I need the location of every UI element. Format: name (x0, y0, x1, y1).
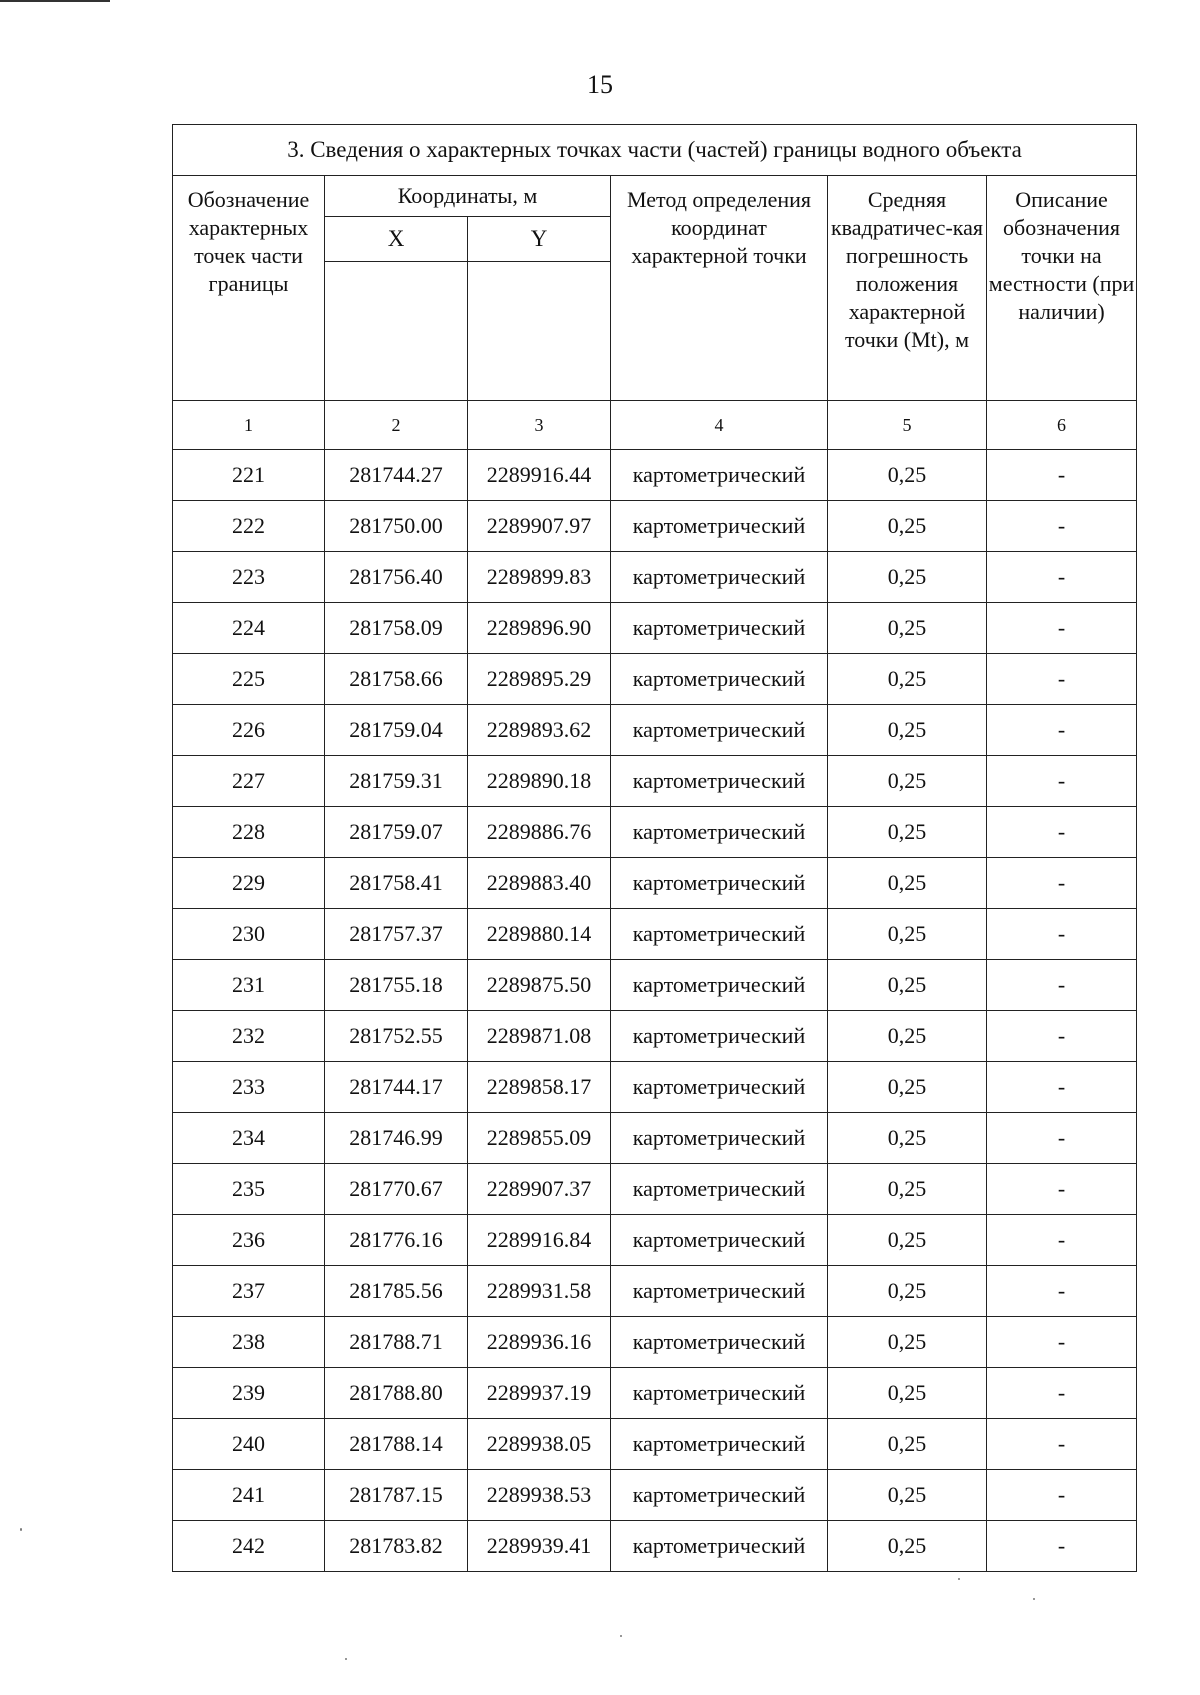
cell-x: 281759.31 (325, 756, 468, 807)
cell-y: 2289880.14 (468, 909, 611, 960)
table-row (173, 1062, 1137, 1113)
cell-description: - (987, 1062, 1137, 1113)
cell-point: 231 (173, 960, 325, 1011)
cell-point: 226 (173, 705, 325, 756)
table-row (173, 858, 1137, 909)
table-row (173, 1521, 1137, 1572)
cell-accuracy: 0,25 (828, 1215, 987, 1266)
table-row (173, 1266, 1137, 1317)
scan-speck (345, 1658, 347, 1660)
cell-description: - (987, 1317, 1137, 1368)
cell-y: 2289883.40 (468, 858, 611, 909)
cell-x: 281787.15 (325, 1470, 468, 1521)
table-row (173, 552, 1137, 603)
column-number: 4 (611, 401, 828, 450)
cell-x: 281783.82 (325, 1521, 468, 1572)
cell-point: 239 (173, 1368, 325, 1419)
cell-y: 2289938.53 (468, 1470, 611, 1521)
cell-accuracy: 0,25 (828, 654, 987, 705)
table-row (173, 1419, 1137, 1470)
cell-method: картометрический (611, 960, 828, 1011)
cell-method: картометрический (611, 807, 828, 858)
column-number: 2 (325, 401, 468, 450)
table-row (173, 807, 1137, 858)
cell-point: 242 (173, 1521, 325, 1572)
cell-description: - (987, 1113, 1137, 1164)
cell-y: 2289871.08 (468, 1011, 611, 1062)
cell-description: - (987, 960, 1137, 1011)
cell-x: 281758.66 (325, 654, 468, 705)
cell-x: 281776.16 (325, 1215, 468, 1266)
cell-description: - (987, 1521, 1137, 1572)
cell-accuracy: 0,25 (828, 450, 987, 501)
cell-y: 2289916.84 (468, 1215, 611, 1266)
cell-point: 240 (173, 1419, 325, 1470)
header-coordinates: Координаты, м (325, 176, 611, 217)
scan-speck (1033, 1598, 1035, 1600)
cell-x: 281758.41 (325, 858, 468, 909)
cell-point: 234 (173, 1113, 325, 1164)
table-row (173, 1317, 1137, 1368)
table-row (173, 603, 1137, 654)
cell-method: картометрический (611, 1062, 828, 1113)
cell-point: 241 (173, 1470, 325, 1521)
cell-method: картометрический (611, 552, 828, 603)
table-row (173, 1470, 1137, 1521)
table-row (173, 654, 1137, 705)
cell-accuracy: 0,25 (828, 1266, 987, 1317)
cell-description: - (987, 450, 1137, 501)
cell-y: 2289907.97 (468, 501, 611, 552)
header-x-spacer (325, 262, 468, 401)
column-number: 3 (468, 401, 611, 450)
table-row (173, 756, 1137, 807)
cell-accuracy: 0,25 (828, 1011, 987, 1062)
cell-description: - (987, 501, 1137, 552)
table-row (173, 1164, 1137, 1215)
cell-method: картометрический (611, 501, 828, 552)
cell-accuracy: 0,25 (828, 909, 987, 960)
cell-y: 2289938.05 (468, 1419, 611, 1470)
header-y: Y (468, 217, 611, 262)
cell-method: картометрический (611, 1470, 828, 1521)
cell-x: 281752.55 (325, 1011, 468, 1062)
table-row (173, 501, 1137, 552)
header-designation: Обозначение характерных точек части границы (173, 176, 325, 401)
cell-accuracy: 0,25 (828, 603, 987, 654)
header-method: Метод определения координат характерной точки (611, 176, 828, 401)
cell-accuracy: 0,25 (828, 960, 987, 1011)
cell-method: картометрический (611, 1266, 828, 1317)
cell-x: 281785.56 (325, 1266, 468, 1317)
column-numbers-row (173, 401, 1137, 450)
cell-description: - (987, 807, 1137, 858)
cell-description: - (987, 1266, 1137, 1317)
cell-x: 281758.09 (325, 603, 468, 654)
cell-x: 281788.71 (325, 1317, 468, 1368)
cell-point: 224 (173, 603, 325, 654)
table-header (173, 125, 1137, 450)
cell-point: 238 (173, 1317, 325, 1368)
cell-x: 281759.07 (325, 807, 468, 858)
cell-method: картометрический (611, 1419, 828, 1470)
cell-y: 2289875.50 (468, 960, 611, 1011)
cell-y: 2289890.18 (468, 756, 611, 807)
cell-point: 233 (173, 1062, 325, 1113)
cell-x: 281788.80 (325, 1368, 468, 1419)
cell-description: - (987, 1368, 1137, 1419)
table-row (173, 1368, 1137, 1419)
cell-y: 2289886.76 (468, 807, 611, 858)
table-body (173, 450, 1137, 1572)
section-title: 3. Сведения о характерных точках части (частей) границы водного объекта (173, 125, 1137, 176)
cell-y: 2289937.19 (468, 1368, 611, 1419)
scan-speck (958, 1578, 960, 1580)
header-description: Описание обозначения точки на местности (при наличии) (987, 176, 1137, 401)
cell-x: 281755.18 (325, 960, 468, 1011)
cell-method: картометрический (611, 1317, 828, 1368)
table-row (173, 1011, 1137, 1062)
cell-accuracy: 0,25 (828, 1317, 987, 1368)
cell-point: 236 (173, 1215, 325, 1266)
column-number: 5 (828, 401, 987, 450)
cell-y: 2289916.44 (468, 450, 611, 501)
cell-y: 2289855.09 (468, 1113, 611, 1164)
column-number: 6 (987, 401, 1137, 450)
cell-method: картометрический (611, 654, 828, 705)
scan-edge-mark (0, 0, 110, 2)
cell-point: 221 (173, 450, 325, 501)
cell-description: - (987, 1164, 1137, 1215)
cell-x: 281756.40 (325, 552, 468, 603)
cell-accuracy: 0,25 (828, 807, 987, 858)
cell-y: 2289899.83 (468, 552, 611, 603)
cell-x: 281757.37 (325, 909, 468, 960)
cell-point: 225 (173, 654, 325, 705)
cell-description: - (987, 1011, 1137, 1062)
cell-y: 2289896.90 (468, 603, 611, 654)
cell-accuracy: 0,25 (828, 1521, 987, 1572)
table-row (173, 960, 1137, 1011)
cell-point: 227 (173, 756, 325, 807)
cell-accuracy: 0,25 (828, 1062, 987, 1113)
cell-description: - (987, 1215, 1137, 1266)
page-number: 15 (587, 70, 613, 99)
cell-method: картометрический (611, 1368, 828, 1419)
cell-y: 2289936.16 (468, 1317, 611, 1368)
cell-x: 281770.67 (325, 1164, 468, 1215)
cell-method: картометрический (611, 705, 828, 756)
cell-point: 229 (173, 858, 325, 909)
cell-x: 281750.00 (325, 501, 468, 552)
header-accuracy: Средняя квадратичес-кая погрешность положения характерной точки (Mt), м (828, 176, 987, 401)
cell-point: 237 (173, 1266, 325, 1317)
cell-point: 228 (173, 807, 325, 858)
cell-method: картометрический (611, 450, 828, 501)
cell-y: 2289893.62 (468, 705, 611, 756)
cell-point: 222 (173, 501, 325, 552)
cell-method: картометрический (611, 1164, 828, 1215)
cell-y: 2289907.37 (468, 1164, 611, 1215)
cell-x: 281788.14 (325, 1419, 468, 1470)
cell-accuracy: 0,25 (828, 756, 987, 807)
cell-method: картометрический (611, 858, 828, 909)
table-row (173, 1113, 1137, 1164)
cell-x: 281759.04 (325, 705, 468, 756)
header-y-spacer (468, 262, 611, 401)
boundary-points-table (172, 124, 1137, 1572)
cell-description: - (987, 756, 1137, 807)
table-row (173, 450, 1137, 501)
cell-description: - (987, 909, 1137, 960)
cell-accuracy: 0,25 (828, 501, 987, 552)
table-row (173, 1215, 1137, 1266)
cell-accuracy: 0,25 (828, 552, 987, 603)
cell-method: картометрический (611, 756, 828, 807)
cell-accuracy: 0,25 (828, 858, 987, 909)
cell-description: - (987, 858, 1137, 909)
cell-description: - (987, 1419, 1137, 1470)
cell-accuracy: 0,25 (828, 1113, 987, 1164)
scan-speck (20, 1528, 22, 1531)
cell-description: - (987, 1470, 1137, 1521)
cell-x: 281746.99 (325, 1113, 468, 1164)
cell-y: 2289858.17 (468, 1062, 611, 1113)
cell-x: 281744.27 (325, 450, 468, 501)
column-number: 1 (173, 401, 325, 450)
cell-description: - (987, 603, 1137, 654)
cell-y: 2289939.41 (468, 1521, 611, 1572)
cell-point: 223 (173, 552, 325, 603)
cell-accuracy: 0,25 (828, 1368, 987, 1419)
cell-point: 235 (173, 1164, 325, 1215)
cell-accuracy: 0,25 (828, 705, 987, 756)
cell-method: картометрический (611, 1113, 828, 1164)
cell-description: - (987, 552, 1137, 603)
cell-accuracy: 0,25 (828, 1164, 987, 1215)
cell-description: - (987, 654, 1137, 705)
cell-accuracy: 0,25 (828, 1419, 987, 1470)
cell-point: 232 (173, 1011, 325, 1062)
cell-method: картометрический (611, 603, 828, 654)
cell-method: картометрический (611, 1521, 828, 1572)
header-x: X (325, 217, 468, 262)
cell-y: 2289895.29 (468, 654, 611, 705)
cell-method: картометрический (611, 1011, 828, 1062)
scan-speck (620, 1635, 622, 1637)
cell-point: 230 (173, 909, 325, 960)
cell-method: картометрический (611, 909, 828, 960)
table-row (173, 909, 1137, 960)
cell-y: 2289931.58 (468, 1266, 611, 1317)
table-row (173, 705, 1137, 756)
cell-description: - (987, 705, 1137, 756)
cell-accuracy: 0,25 (828, 1470, 987, 1521)
cell-x: 281744.17 (325, 1062, 468, 1113)
cell-method: картометрический (611, 1215, 828, 1266)
